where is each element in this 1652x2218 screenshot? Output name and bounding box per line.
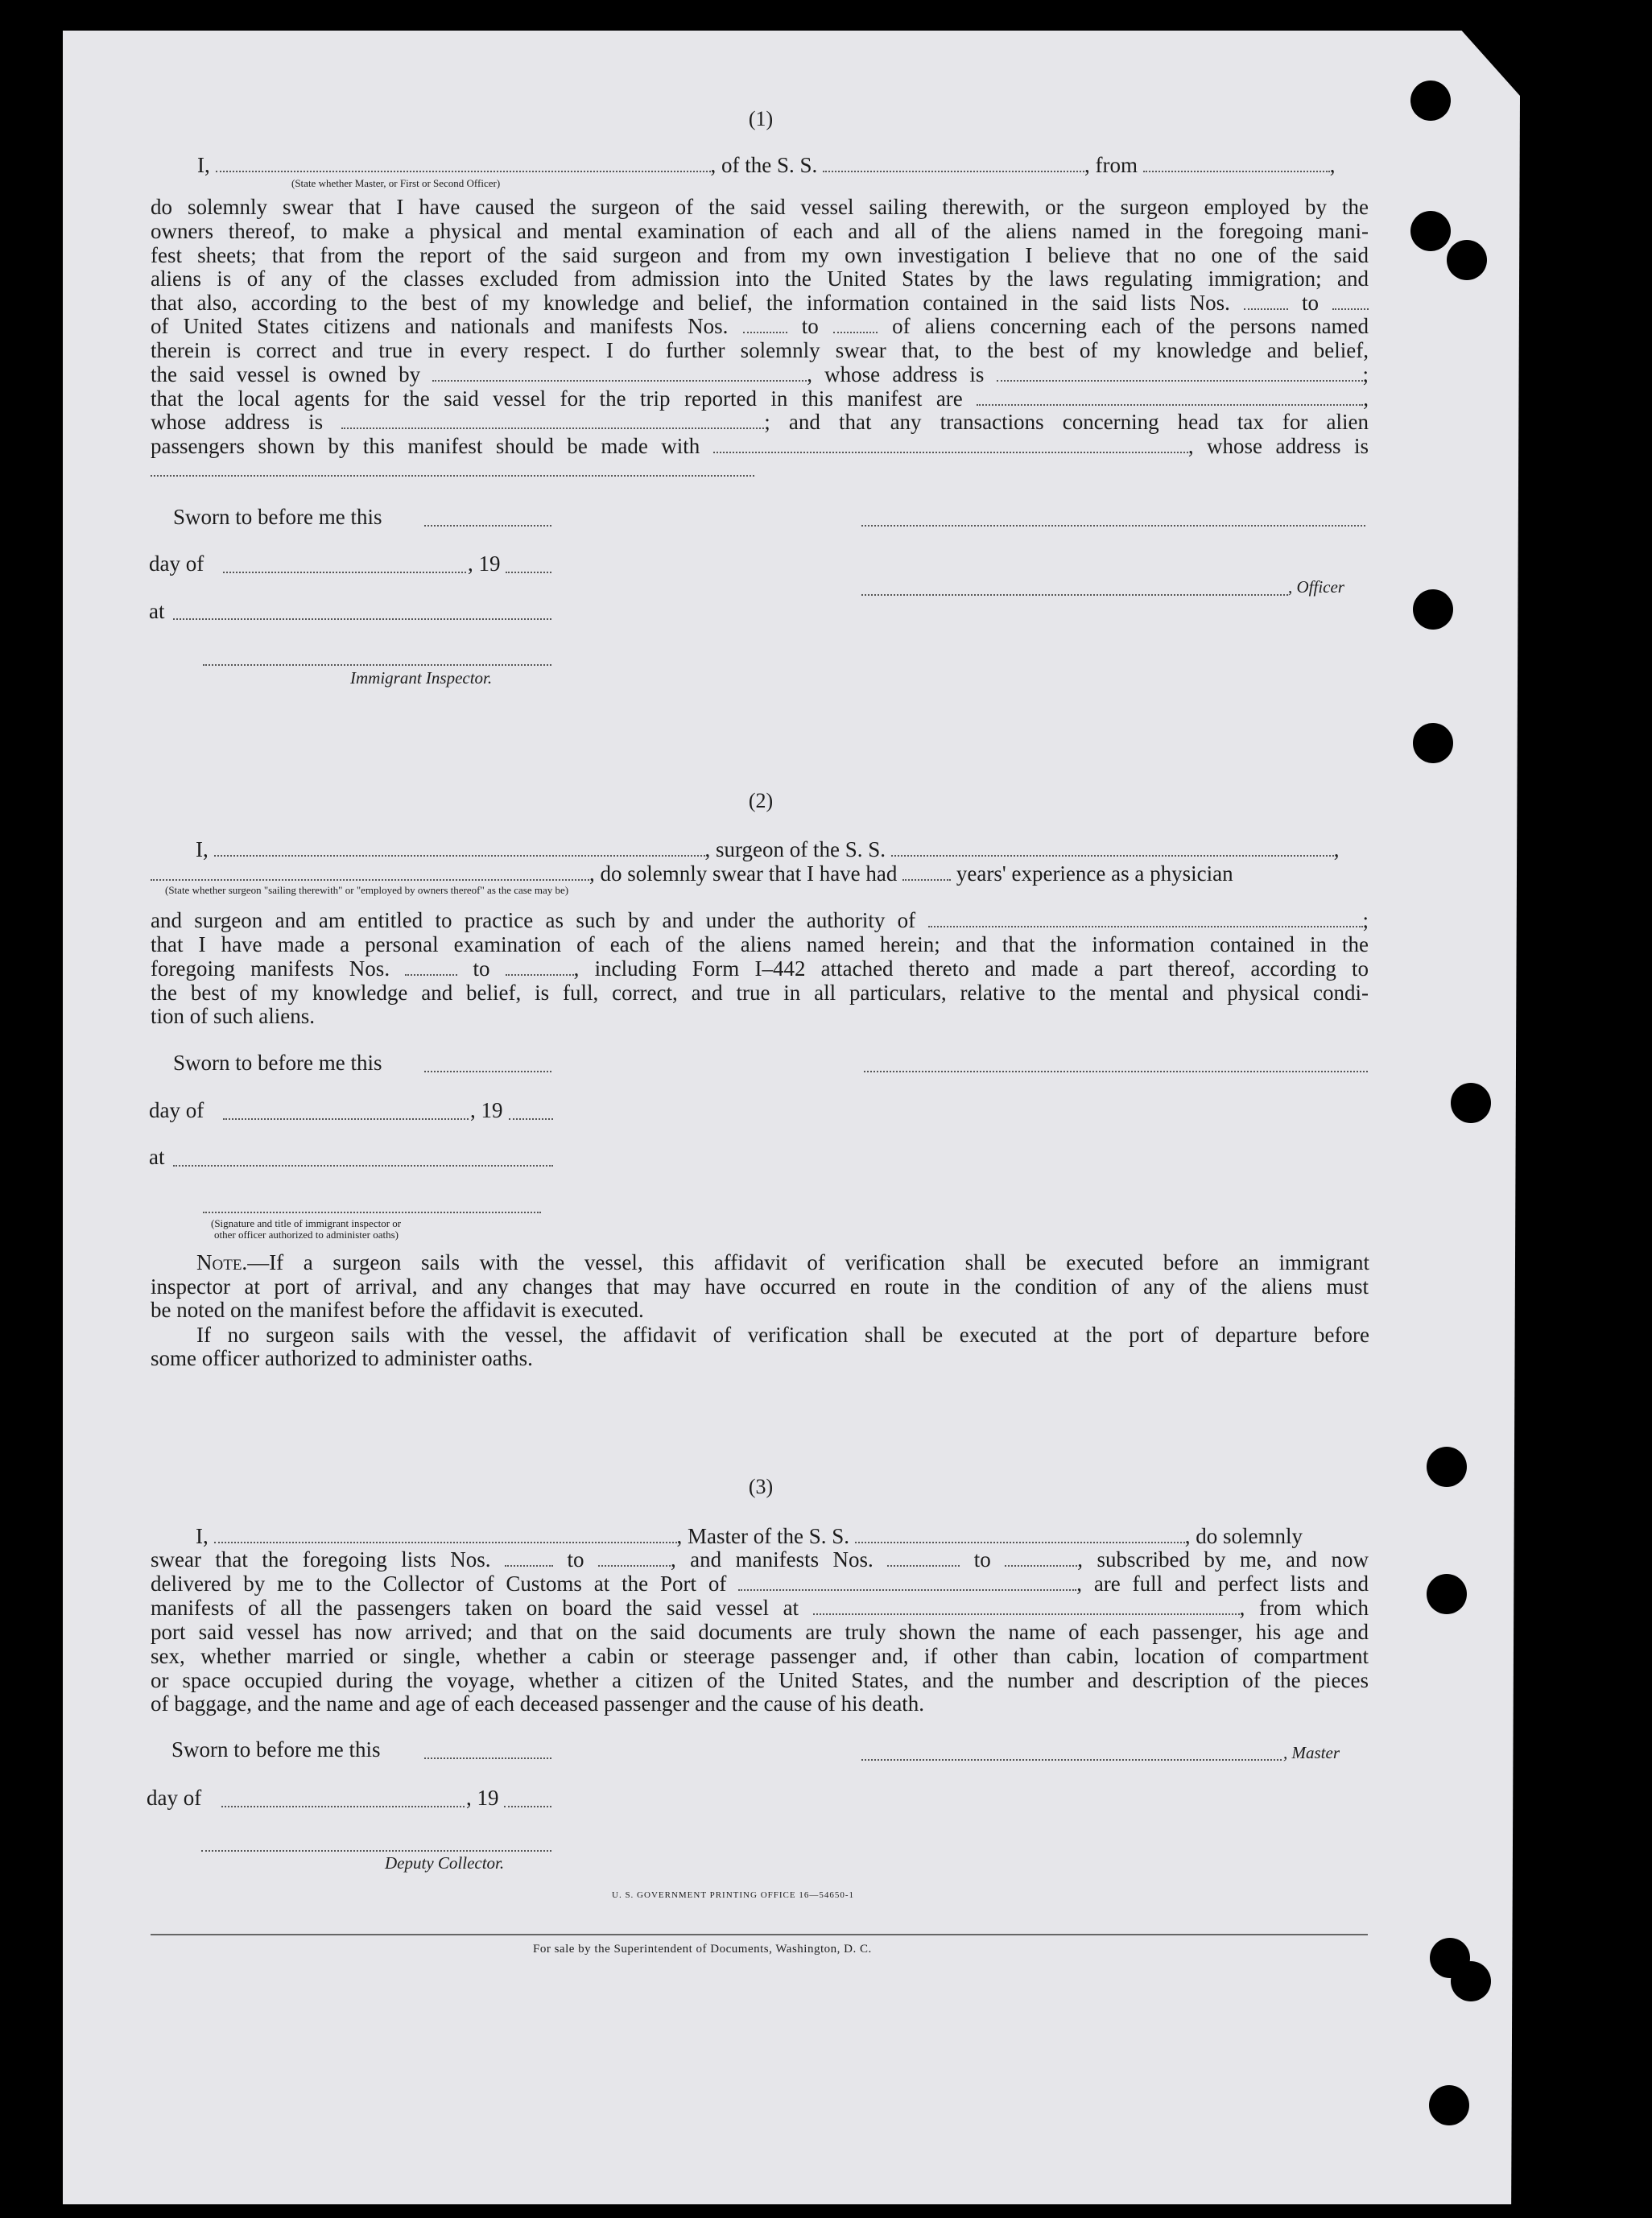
punch-hole bbox=[1413, 723, 1453, 763]
section-2-text-line: that I have made a personal examination of each of the aliens named herein; and that the information contained in the bbox=[151, 932, 1369, 956]
footer-rule bbox=[151, 1934, 1368, 1935]
section-3-number: (3) bbox=[748, 1475, 774, 1498]
sworn-label: Sworn to before me this bbox=[171, 1737, 381, 1762]
section-3-text-line: port said vessel has now arrived; and that on the said documents are truly shown the name of each passenger, his age and bbox=[151, 1620, 1369, 1644]
section-3-text-line: of baggage, and the name and age of each deceased passenger and the cause of his death. bbox=[151, 1691, 925, 1716]
day-of-label: day of bbox=[149, 1098, 204, 1122]
year-field[interactable] bbox=[509, 1118, 553, 1120]
section-3-text-line: or space occupied during the voyage, whether a citizen of the United States, and the number and description of the pieces bbox=[151, 1668, 1369, 1692]
section-2-text-line: tion of such aliens. bbox=[151, 1004, 315, 1028]
departure-port-field[interactable] bbox=[1143, 155, 1330, 172]
deputy-collector-label: Deputy Collector. bbox=[385, 1853, 505, 1873]
section-1-manifests-line: of United States citizens and nationals and manifests Nos. to of aliens concerning each of the persons named bbox=[151, 314, 1369, 338]
owner-field[interactable] bbox=[432, 364, 807, 382]
lists-to-field[interactable] bbox=[598, 1549, 671, 1567]
sale-notice: For sale by the Superintendent of Documents, Washington, D. C. bbox=[533, 1943, 872, 1956]
note-line: If no surgeon sails with the vessel, the affidavit of verification shall be executed at the port of departure before bbox=[196, 1323, 1369, 1347]
section-1-lists-line: that also, according to the best of my knowledge and belief, the information contained in the said lists Nos. to bbox=[151, 291, 1369, 315]
punch-hole bbox=[1451, 1083, 1491, 1123]
sworn-day-field[interactable] bbox=[424, 525, 551, 527]
years-experience-field[interactable] bbox=[902, 863, 951, 881]
section-1-text-line: do solemnly swear that I have caused the surgeon of the said vessel sailing therewith, or the surgeon employed by the bbox=[151, 195, 1369, 219]
punch-hole bbox=[1429, 2085, 1469, 2125]
surgeon-status-caption: (State whether surgeon "sailing therewith" or "employed by owners thereof" as the case may be) bbox=[165, 884, 569, 896]
section-1-number: (1) bbox=[748, 107, 774, 130]
lists-from-field[interactable] bbox=[1244, 292, 1288, 310]
punch-hole bbox=[1410, 211, 1451, 251]
authority-field[interactable] bbox=[928, 910, 1363, 927]
section-3-boarding-line: manifests of all the passengers taken on board the said vessel at , from which bbox=[151, 1596, 1369, 1620]
sworn-day-field[interactable] bbox=[424, 1071, 551, 1072]
officer-signature-line[interactable] bbox=[861, 525, 1365, 527]
section-1-text-line: therein is correct and true in every respect. I do further solemnly swear that, to the best of my knowledge and belief, bbox=[151, 338, 1369, 362]
section-1-agents-line: that the local agents for the said vessel for the trip reported in this manifest are , bbox=[151, 386, 1369, 411]
section-1-text-line: owners thereof, to make a physical and mental examination of each and all of the aliens named in the foregoing mani- bbox=[151, 219, 1369, 243]
note-line: be noted on the manifest before the affidavit is executed. bbox=[151, 1298, 644, 1322]
year-label: , 19 bbox=[468, 551, 501, 576]
note-line: some officer authorized to administer oaths. bbox=[151, 1346, 533, 1370]
note-label: Note. bbox=[196, 1250, 248, 1274]
lists-to-field[interactable] bbox=[1332, 292, 1369, 310]
month-field[interactable] bbox=[221, 1806, 465, 1807]
manifests-to-field[interactable] bbox=[1005, 1549, 1077, 1567]
manifests-from-field[interactable] bbox=[743, 316, 787, 333]
officer-line[interactable] bbox=[861, 594, 1288, 596]
port-field[interactable] bbox=[738, 1573, 1076, 1591]
signature-caption: (Signature and title of immigrant inspector or bbox=[211, 1217, 402, 1229]
section-3-port-line: delivered by me to the Collector of Customs at the Port of , are full and perfect lists and bbox=[151, 1572, 1369, 1596]
at-place-field[interactable] bbox=[173, 1165, 553, 1167]
surgeon-status-field[interactable] bbox=[151, 863, 589, 881]
signature-caption: other officer authorized to administer oaths) bbox=[214, 1229, 399, 1241]
deputy-collector-signature-line[interactable] bbox=[201, 1850, 551, 1852]
year-field[interactable] bbox=[506, 572, 551, 573]
head-tax-party-field[interactable] bbox=[713, 436, 1188, 453]
master-signature-line[interactable] bbox=[861, 1759, 1282, 1761]
sworn-day-field[interactable] bbox=[424, 1757, 551, 1759]
section-2-authority-line: and surgeon and am entitled to practice as such by and under the authority of ; bbox=[151, 908, 1369, 932]
lists-from-field[interactable] bbox=[505, 1549, 553, 1567]
manifests-to-field[interactable] bbox=[833, 316, 878, 333]
section-2-text-line: the best of my knowledge and belief, is full, correct, and true in all particulars, relative to the mental and physical condi- bbox=[151, 981, 1369, 1005]
surgeon-vessel-field[interactable] bbox=[891, 839, 1334, 857]
punch-hole bbox=[1451, 1961, 1491, 2001]
surgeon-manifests-from-field[interactable] bbox=[405, 958, 457, 976]
master-label: , Master bbox=[1283, 1743, 1340, 1762]
section-1-head-tax-line: passengers shown by this manifest should be made with , whose address is bbox=[151, 434, 1369, 458]
section-2-experience-line: , do solemnly swear that I have had years' experience as a physician bbox=[151, 861, 1233, 886]
month-field[interactable] bbox=[223, 572, 466, 573]
day-of-label: day of bbox=[149, 551, 204, 576]
local-agents-field[interactable] bbox=[977, 388, 1363, 406]
at-label: at bbox=[149, 599, 165, 623]
section-3-opening-line: I, , Master of the S. S. , do solemnly bbox=[196, 1524, 1303, 1548]
sworn-label: Sworn to before me this bbox=[173, 1051, 382, 1075]
manifests-from-field[interactable] bbox=[887, 1549, 960, 1567]
printing-office-imprint: U. S. GOVERNMENT PRINTING OFFICE 16—54650-1 bbox=[612, 1890, 855, 1900]
agent-address-field[interactable] bbox=[341, 411, 764, 429]
note-line: inspector at port of arrival, and any changes that may have occurred en route in the condition of any of the aliens must bbox=[151, 1274, 1369, 1299]
section-1-text-line: fest sheets; that from the report of the said surgeon and from my own investigation I believe that no one of the said bbox=[151, 243, 1369, 267]
day-of-label: day of bbox=[147, 1786, 202, 1810]
year-label: , 19 bbox=[470, 1098, 503, 1122]
note-line: Note.—If a surgeon sails with the vessel, this affidavit of verification shall be executed before an immigrant bbox=[196, 1250, 1369, 1274]
boarding-port-field[interactable] bbox=[813, 1597, 1240, 1615]
month-field[interactable] bbox=[223, 1118, 469, 1120]
master-vessel-field[interactable] bbox=[855, 1526, 1185, 1543]
punch-hole bbox=[1447, 240, 1487, 280]
at-place-field[interactable] bbox=[173, 618, 551, 620]
officer-title-caption: (State whether Master, or First or Second Officer) bbox=[291, 177, 501, 189]
surgeon-signature-line[interactable] bbox=[864, 1071, 1368, 1072]
year-field[interactable] bbox=[504, 1806, 551, 1807]
section-3-text-line: sex, whether married or single, whether a cabin or steerage passenger and, if other than cabin, location of compartment bbox=[151, 1644, 1369, 1668]
officer-label: , Officer bbox=[1288, 577, 1344, 597]
head-tax-address-field[interactable] bbox=[151, 475, 754, 477]
section-2-number: (2) bbox=[748, 789, 774, 812]
section-2-opening-line: I, , surgeon of the S. S. , bbox=[196, 837, 1340, 861]
owner-address-field[interactable] bbox=[997, 364, 1363, 382]
section-1-text-line: aliens is of any of the classes excluded from admission into the United States by the laws regulating immigration; and bbox=[151, 266, 1369, 291]
year-label: , 19 bbox=[466, 1786, 499, 1810]
section-1-owner-line: the said vessel is owned by , whose address is ; bbox=[151, 362, 1369, 386]
surgeon-name-field[interactable] bbox=[214, 839, 705, 857]
inspector-signature-line[interactable] bbox=[203, 1212, 541, 1213]
master-name-field[interactable] bbox=[214, 1526, 677, 1543]
at-label: at bbox=[149, 1145, 165, 1169]
section-1-agent-address-line: whose address is ; and that any transactions concerning head tax for alien bbox=[151, 410, 1369, 434]
section-3-lists-line: swear that the foregoing lists Nos. to , and manifests Nos. to , subscribed by me, and now bbox=[151, 1547, 1369, 1572]
officer-title-field[interactable] bbox=[216, 155, 711, 172]
inspector-label: Immigrant Inspector. bbox=[350, 668, 493, 688]
vessel-name-field[interactable] bbox=[823, 155, 1084, 172]
sworn-label: Sworn to before me this bbox=[173, 505, 382, 529]
punch-hole bbox=[1427, 1574, 1467, 1614]
inspector-signature-line[interactable] bbox=[203, 664, 551, 666]
section-2-manifests-line: foregoing manifests Nos. to , including Form I–442 attached thereto and made a part thereof, according to bbox=[151, 956, 1369, 981]
surgeon-manifests-to-field[interactable] bbox=[506, 958, 574, 976]
punch-hole bbox=[1413, 589, 1453, 630]
section-1-opening-line: I, , of the S. S. , from , bbox=[197, 153, 1336, 177]
